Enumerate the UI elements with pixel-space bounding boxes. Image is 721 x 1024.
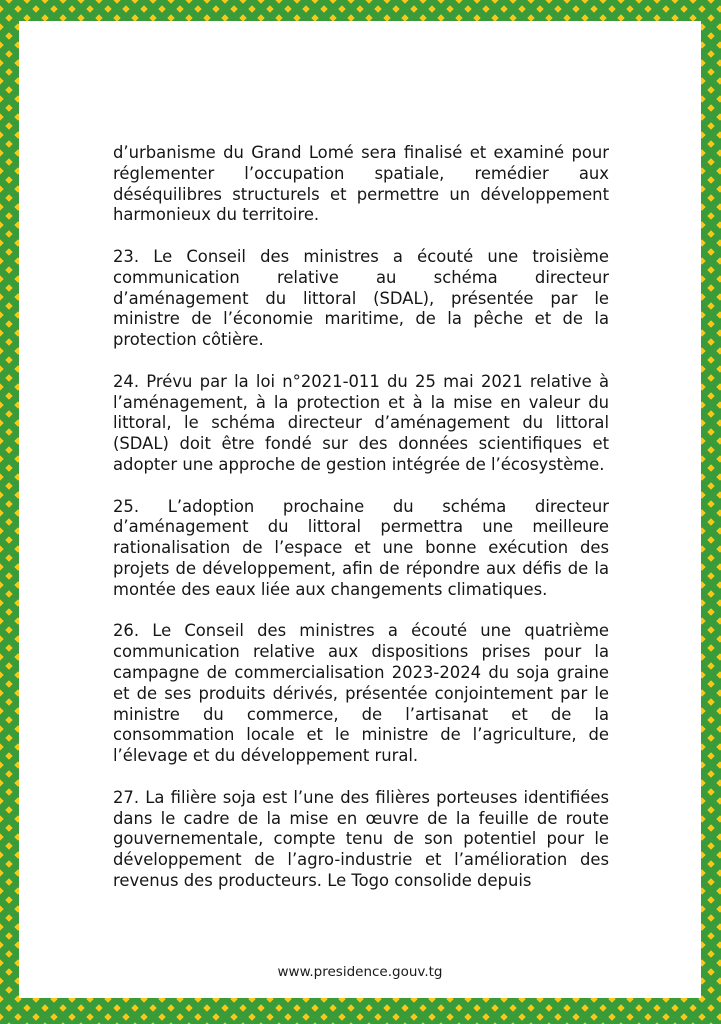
paragraph-26: 26. Le Conseil des ministres a écouté une quatrième communication relative aux dispositions prises pour la campagne de commercialisation 2023-2024 du soja graine et de ses produits dérivés, présentée conjointement par le ministre du commerce, de l’artisanat et de la consommation locale et le ministre de l’agriculture, de l’élevage et du développement rural. (113, 621, 609, 766)
document-body (113, 143, 609, 892)
document-page (19, 21, 701, 998)
footer-url: www.presidence.gouv.tg (277, 964, 443, 980)
paragraph-27: 27. La filière soja est l’une des filières porteuses identifiées dans le cadre de la mise en œuvre de la feuille de route gouvernementale, compte tenu de son potentiel pour le développement de l’agro-industrie et l’amélioration des revenus des producteurs. Le Togo consolide depuis (113, 787, 609, 890)
paragraph-continued: d’urbanisme du Grand Lomé sera finalisé et examiné pour réglementer l’occupation spatiale, remédier aux déséquilibres structurels et permettre un développement harmonieux du territoire. (113, 143, 609, 225)
paragraph-23: 23. Le Conseil des ministres a écouté une troisième communication relative au schéma directeur d’aménagement du littoral (SDAL), présentée par le ministre de l’économie maritime, de la pêche et de la protection côtière. (113, 246, 609, 350)
paragraph-24: 24. Prévu par la loi n°2021-011 du 25 mai 2021 relative à l’aménagement, à la protection et à la mise en valeur du littoral, le schéma directeur d’aménagement du littoral (SDAL) doit être fondé sur des données scientifiques et adopter une approche de gestion intégrée de l’écosystème. (113, 371, 609, 474)
paragraph-25: 25. L’adoption prochaine du schéma directeur d’aménagement du littoral permettra une meilleure rationalisation de l’espace et une bonne exécution des projets de développement, afin de répondre aux défis de la montée des eaux liée aux changements climatiques. (113, 496, 609, 599)
